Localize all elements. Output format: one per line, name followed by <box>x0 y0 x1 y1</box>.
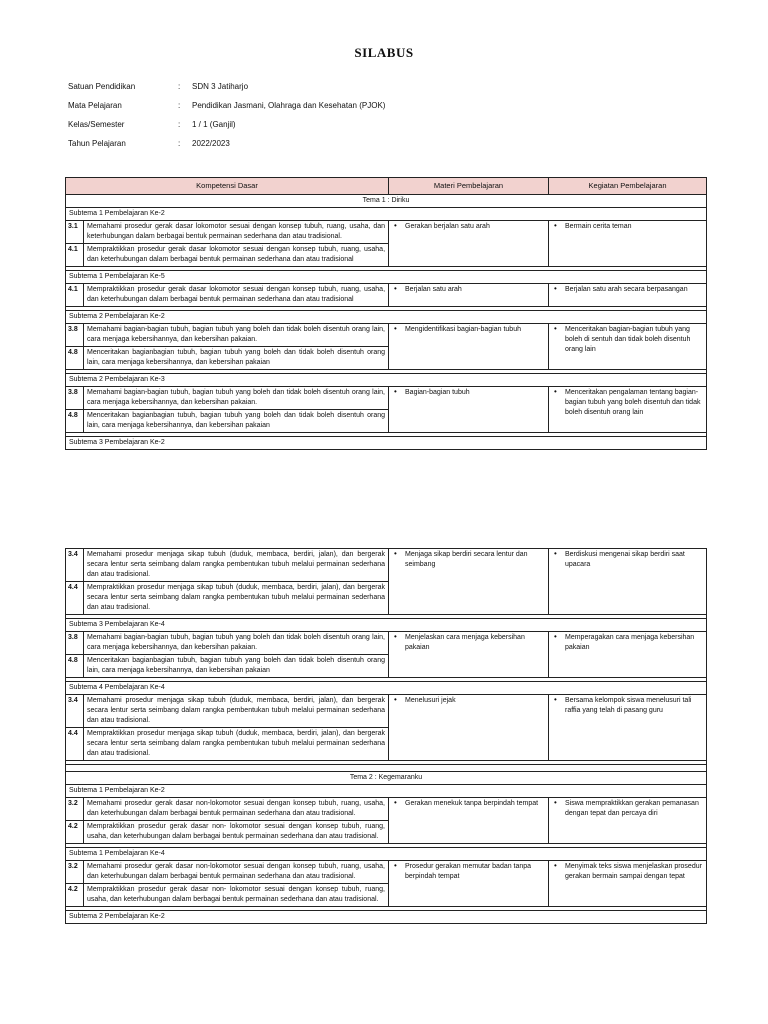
kd-number: 4.8 <box>66 410 84 433</box>
bullet-icon: • <box>554 798 557 807</box>
header-materi: Materi Pembelajaran <box>389 178 549 195</box>
document-title: SILABUS <box>354 45 414 60</box>
meta-colon: : <box>178 82 181 91</box>
kd-number: 3.1 <box>66 221 84 244</box>
kegiatan-text: Menyimak teks siswa menjelaskan prosedur gerakan bermain sampai dengan tepat <box>565 863 702 880</box>
kegiatan-text: Berdiskusi mengenai sikap berdiri saat upacara <box>565 551 685 568</box>
materi-text: Menjaga sikap berdiri secara lentur dan seimbang <box>405 551 528 568</box>
kd-text: Memahami bagian-bagian tubuh, bagian tubuh yang boleh dan tidak boleh disentuh orang lain, cara menjaga kebersihannya, dan kebersihan pakaian. <box>84 387 389 410</box>
bullet-icon: • <box>394 324 397 333</box>
meta-key: Mata Pelajaran <box>68 101 122 110</box>
subtema-row <box>66 619 707 632</box>
syllabus-table-1 <box>65 177 707 450</box>
kd-number: 3.2 <box>66 861 84 884</box>
kd-row <box>66 632 707 655</box>
kd-row <box>66 695 707 728</box>
bullet-icon: • <box>554 549 557 558</box>
subtema-heading: Subtema 1 Pembelajaran Ke-5 <box>66 271 707 284</box>
bullet-icon: • <box>394 695 397 704</box>
kd-text: Menceritakan bagianbagian tubuh, bagian tubuh yang boleh dan tidak boleh disentuh orang lain, cara menjaga kebersihannya, dan kebersihan pakaian <box>84 347 389 370</box>
kd-number: 4.2 <box>66 821 84 844</box>
header-kegiatan: Kegiatan Pembelajaran <box>549 178 707 195</box>
subtema-row <box>66 311 707 324</box>
subtema-row <box>66 785 707 798</box>
kd-text: Mempraktikkan prosedur menjaga sikap tubuh (duduk, membaca, berdiri, jalan), dan bergerak secara lentur serta seimbang dalam rangka pembentukan tubuh melalui permainan sederhana dan atau tradisional. <box>84 728 389 761</box>
bullet-icon: • <box>554 284 557 293</box>
meta-key: Kelas/Semester <box>68 120 125 129</box>
subtema-heading: Subtema 1 Pembelajaran Ke-4 <box>66 848 707 861</box>
kegiatan-cell <box>549 221 707 267</box>
subtema-row <box>66 682 707 695</box>
kd-row <box>66 861 707 884</box>
kegiatan-text: Bermain cerita teman <box>565 223 632 230</box>
kd-row <box>66 324 707 347</box>
subtema-heading: Subtema 3 Pembelajaran Ke-4 <box>66 619 707 632</box>
kd-text: Menceritakan bagianbagian tubuh, bagian tubuh yang boleh dan tidak boleh disentuh orang lain, cara menjaga kebersihannya, dan kebersihan pakaian <box>84 655 389 678</box>
header-kompetensi-dasar: Kompetensi Dasar <box>66 178 389 195</box>
subtema-row <box>66 848 707 861</box>
meta-value: SDN 3 Jatiharjo <box>192 82 249 91</box>
kd-text: Mempraktikkan prosedur gerak dasar lokomotor sesuai dengan konsep tubuh, ruang, usaha, dan keterhubungan dalam berbagai bentuk permainan sederhana dan atau tradisional <box>84 284 389 307</box>
kd-text: Mempraktikkan prosedur gerak dasar non- lokomotor sesuai dengan konsep tubuh, ruang, usaha, dan keterhubungan dalam berbagai bentuk permainan sederhana dan atau tradisional. <box>84 884 389 907</box>
table-1-body <box>66 208 707 437</box>
kd-text: Memahami prosedur gerak dasar non-lokomotor sesuai dengan konsep tubuh, ruang, usaha, dan keterhubungan dalam berbagai bentuk permainan sederhana dan atau tradisional. <box>84 861 389 884</box>
kd-number: 4.8 <box>66 655 84 678</box>
materi-text: Prosedur gerakan memutar badan tanpa berpindah tempat <box>405 863 532 880</box>
materi-cell <box>389 695 549 761</box>
subtema-heading: Subtema 1 Pembelajaran Ke-2 <box>66 785 707 798</box>
kd-text: Mempraktikkan prosedur menjaga sikap tubuh (duduk, membaca, berdiri, jalan), dan bergerak secara lentur serta seimbang dalam rangka pembentukan tubuh melalui permainan sederhana dan atau tradisional. <box>84 582 389 615</box>
bullet-icon: • <box>554 221 557 230</box>
kd-number: 3.4 <box>66 695 84 728</box>
materi-cell <box>389 284 549 307</box>
materi-cell <box>389 324 549 370</box>
kd-number: 4.1 <box>66 284 84 307</box>
syllabus-table-2 <box>65 548 707 924</box>
kd-row <box>66 284 707 307</box>
materi-cell <box>389 861 549 907</box>
kd-number: 3.4 <box>66 549 84 582</box>
materi-text: Mengidentifikasi bagian-bagian tubuh <box>405 326 521 333</box>
meta-colon: : <box>178 101 181 110</box>
subtema-row <box>66 208 707 221</box>
kegiatan-cell <box>549 861 707 907</box>
meta-value: Pendidikan Jasmani, Olahraga dan Kesehatan (PJOK) <box>192 101 386 110</box>
materi-text: Berjalan satu arah <box>405 286 462 293</box>
kegiatan-text: Menceritakan pengalaman tentang bagian-bagian tubuh yang boleh disentuh dan tidak boleh disentuh orang lain <box>565 389 701 416</box>
meta-value: 2022/2023 <box>192 139 230 148</box>
materi-text: Gerakan berjalan satu arah <box>405 223 490 230</box>
subtema-heading: Subtema 2 Pembelajaran Ke-3 <box>66 374 707 387</box>
subtema-heading: Subtema 2 Pembelajaran Ke-2 <box>66 311 707 324</box>
subtema-heading: Subtema 4 Pembelajaran Ke-4 <box>66 682 707 695</box>
meta-colon: : <box>178 120 181 129</box>
table-2-body <box>66 549 707 765</box>
bullet-icon: • <box>394 632 397 641</box>
kegiatan-text: Bersama kelompok siswa menelusuri tali raffia yang telah di pasang guru <box>565 697 692 714</box>
kegiatan-text: Memperagakan cara menjaga kebersihan pakaian <box>565 634 695 651</box>
materi-text: Bagian-bagian tubuh <box>405 389 470 396</box>
kegiatan-text: Siswa mempraktikkan gerakan pemanasan dengan tepat dan percaya diri <box>565 800 699 817</box>
subtema-row <box>66 271 707 284</box>
kd-text: Memahami bagian-bagian tubuh, bagian tubuh yang boleh dan tidak boleh disentuh orang lain, cara menjaga kebersihannya, dan kebersihan pakaian. <box>84 324 389 347</box>
materi-text: Menjelaskan cara menjaga kebersihan pakaian <box>405 634 525 651</box>
spacer-row <box>66 765 707 772</box>
materi-text: Menelusuri jejak <box>405 697 456 704</box>
kd-text: Memahami prosedur gerak dasar non-lokomotor sesuai dengan konsep tubuh, ruang, usaha, dan keterhubungan dalam berbagai bentuk permainan sederhana dan atau tradisional. <box>84 798 389 821</box>
kd-number: 3.8 <box>66 632 84 655</box>
kd-row <box>66 549 707 582</box>
kd-text: Memahami prosedur gerak dasar lokomotor sesuai dengan konsep tubuh, ruang, usaha, dan keterhubungan dalam berbagai bentuk permainan sederhana dan atau tradisional. <box>84 221 389 244</box>
subtema-heading: Subtema 3 Pembelajaran Ke-2 <box>66 437 707 450</box>
kd-number: 3.8 <box>66 387 84 410</box>
kd-number: 4.8 <box>66 347 84 370</box>
kd-number: 3.8 <box>66 324 84 347</box>
kd-number: 3.2 <box>66 798 84 821</box>
kd-number: 4.4 <box>66 582 84 615</box>
meta-colon: : <box>178 139 181 148</box>
materi-cell <box>389 798 549 844</box>
bullet-icon: • <box>394 861 397 870</box>
kd-text: Memahami bagian-bagian tubuh, bagian tubuh yang boleh dan tidak boleh disentuh orang lain, cara menjaga kebersihannya, dan kebersihan pakaian. <box>84 632 389 655</box>
bullet-icon: • <box>394 284 397 293</box>
kegiatan-cell <box>549 284 707 307</box>
kegiatan-text: Berjalan satu arah secara berpasangan <box>565 286 688 293</box>
subtema-row <box>66 374 707 387</box>
kd-number: 4.4 <box>66 728 84 761</box>
kegiatan-cell <box>549 387 707 433</box>
bullet-icon: • <box>554 695 557 704</box>
tema-heading: Tema 1 : Diriku <box>66 195 707 208</box>
kd-text: Memahami prosedur menjaga sikap tubuh (duduk, membaca, berdiri, jalan), dan bergerak secara lentur serta seimbang dalam rangka pembentukan tubuh melalui permainan sederhana dan atau tradisional. <box>84 695 389 728</box>
kd-text: Mempraktikkan prosedur gerak dasar non- lokomotor sesuai dengan konsep tubuh, ruang, usaha, dan keterhubungan dalam berbagai bentuk permainan sederhana dan atau tradisional. <box>84 821 389 844</box>
kegiatan-cell <box>549 695 707 761</box>
kegiatan-text: Menceritakan bagian-bagian tubuh yang boleh di sentuh dan tidak boleh disentuh orang lain <box>565 326 691 353</box>
bullet-icon: • <box>394 549 397 558</box>
materi-cell <box>389 387 549 433</box>
kd-text: Menceritakan bagianbagian tubuh, bagian tubuh yang boleh dan tidak boleh disentuh orang lain, cara menjaga kebersihannya, dan kebersihan pakaian <box>84 410 389 433</box>
kd-row <box>66 387 707 410</box>
bullet-icon: • <box>554 324 557 333</box>
kd-row <box>66 798 707 821</box>
bullet-icon: • <box>554 632 557 641</box>
kegiatan-cell <box>549 632 707 678</box>
tema-heading: Tema 2 : Kegemaranku <box>66 772 707 785</box>
bullet-icon: • <box>394 798 397 807</box>
kegiatan-cell <box>549 798 707 844</box>
meta-key: Tahun Pelajaran <box>68 139 126 148</box>
materi-cell <box>389 549 549 615</box>
materi-text: Gerakan menekuk tanpa berpindah tempat <box>405 800 539 807</box>
kd-number: 4.1 <box>66 244 84 267</box>
kegiatan-cell <box>549 324 707 370</box>
bullet-icon: • <box>554 387 557 396</box>
bullet-icon: • <box>394 387 397 396</box>
kd-number: 4.2 <box>66 884 84 907</box>
kd-text: Memahami prosedur menjaga sikap tubuh (duduk, membaca, berdiri, jalan), dan bergerak secara lentur serta seimbang dalam rangka pembentukan tubuh melalui permainan sederhana dan atau tradisional. <box>84 549 389 582</box>
table-3-body <box>66 785 707 911</box>
subtema-heading: Subtema 2 Pembelajaran Ke-2 <box>66 911 707 924</box>
kegiatan-cell <box>549 549 707 615</box>
subtema-heading: Subtema 1 Pembelajaran Ke-2 <box>66 208 707 221</box>
materi-cell <box>389 221 549 267</box>
kd-row <box>66 221 707 244</box>
meta-value: 1 / 1 (Ganjil) <box>192 120 236 129</box>
meta-key: Satuan Pendidikan <box>68 82 136 91</box>
materi-cell <box>389 632 549 678</box>
bullet-icon: • <box>394 221 397 230</box>
kd-text: Mempraktikkan prosedur gerak dasar lokomotor sesuai dengan konsep tubuh, ruang, usaha, dan keterhubungan dalam berbagai bentuk permainan sederhana dan atau tradisional <box>84 244 389 267</box>
bullet-icon: • <box>554 861 557 870</box>
